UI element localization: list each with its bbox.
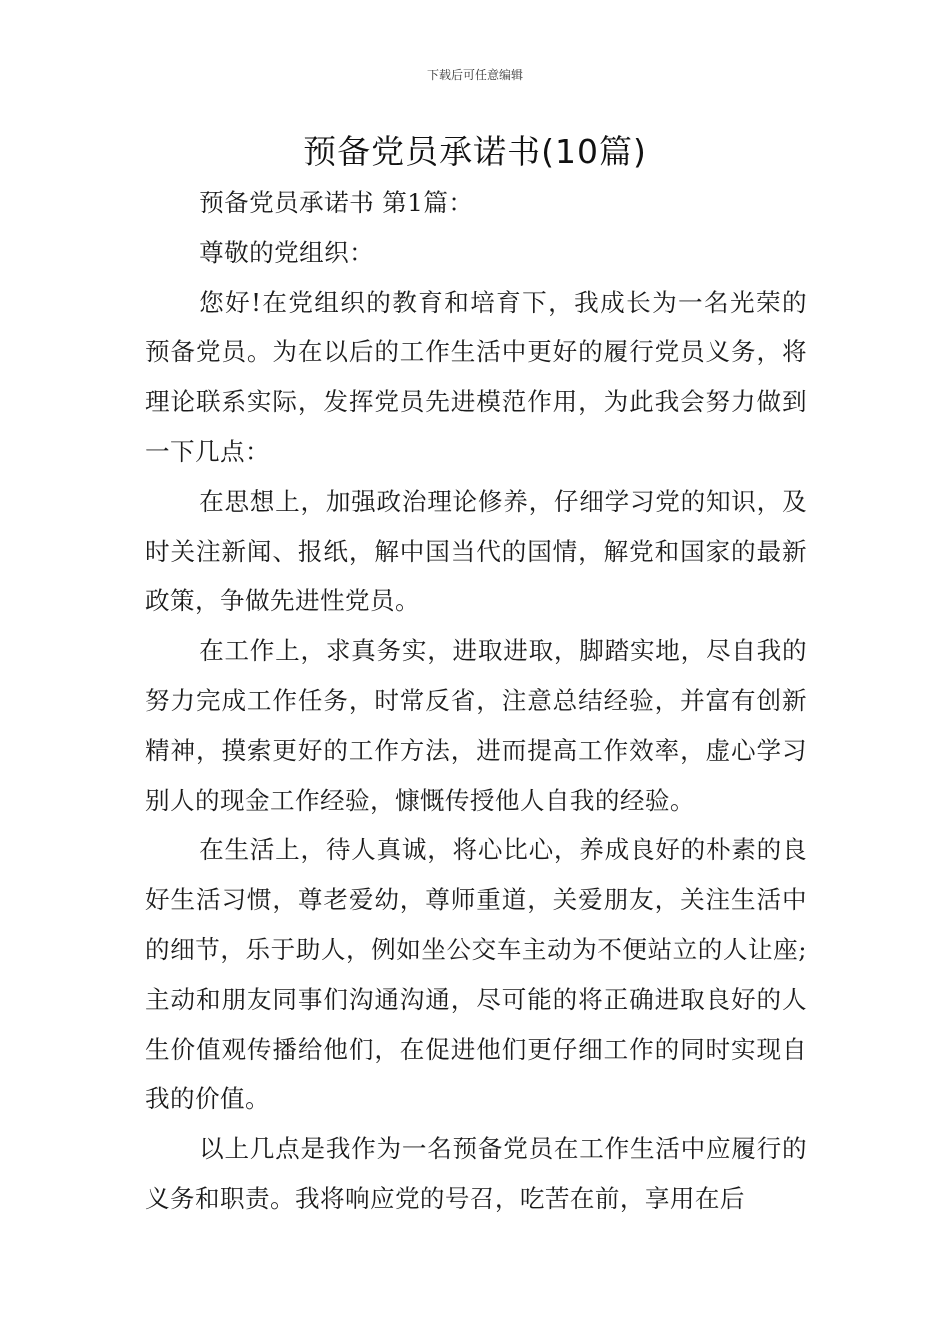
paragraph-life: 在生活上，待人真诚，将心比心，养成良好的朴素的良好生活习惯，尊老爱幼，尊师重道，关爱朋友，关注生活中的细节，乐于助人，例如坐公交车主动为不便站立的人让座;主动和朋友同事们沟通沟通，尽可能的将正确进取良好的人生价值观传播给他们，在促进他们更仔细工作的同时实现自我的价值。 [145, 835, 807, 1114]
paragraph-section-heading: 预备党员承诺书 第1篇： [199, 188, 474, 217]
paragraph-salutation: 尊敬的党组织： [199, 237, 375, 267]
document-title: 预备党员承诺书(10篇) [303, 132, 647, 171]
paragraph-conclusion: 以上几点是我作为一名预备党员在工作生活中应履行的义务和职责。我将响应党的号召，吃苦在前，享用在后 [145, 1134, 807, 1213]
document-body [145, 178, 807, 1224]
paragraph-intro: 您好!在党组织的教育和培育下，我成长为一名光荣的预备党员。为在以后的工作生活中更好的履行党员义务，将理论联系实际，发挥党员先进模范作用，为此我会努力做到一下几点： [145, 287, 807, 466]
header-note: 下载后可任意编辑 [426, 68, 523, 82]
paragraph-work: 在工作上，求真务实，进取进取，脚踏实地，尽自我的努力完成工作任务，时常反省，注意总结经验，并富有创新精神，摸索更好的工作方法，进而提高工作效率，虚心学习别人的现金工作经验，慷慨传授他人自我的经验。 [145, 636, 807, 815]
paragraph-thought: 在思想上，加强政治理论修养，仔细学习党的知识，及时关注新闻、报纸，解中国当代的国情，解党和国家的最新政策，争做先进性党员。 [145, 486, 807, 616]
